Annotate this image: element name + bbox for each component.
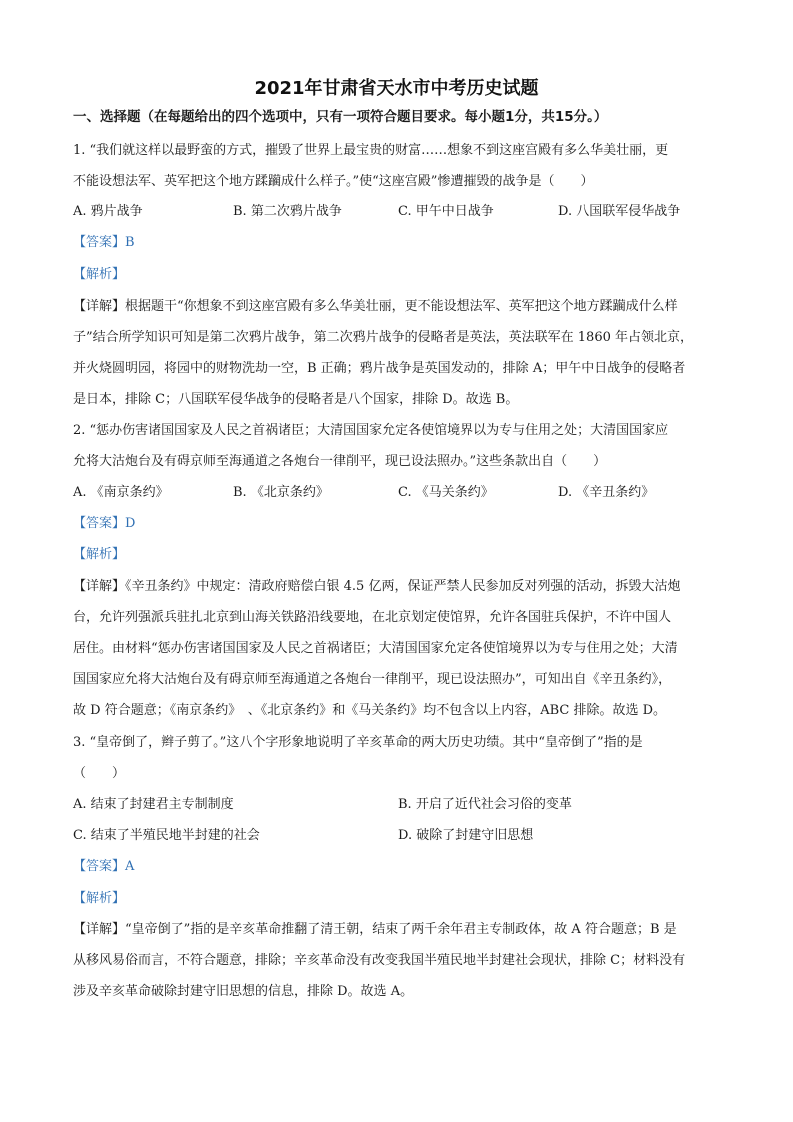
q1-option-b: B. 第二次鸦片战争 [233, 204, 342, 219]
q3-option-c: C. 结束了半殖民地半封建的社会 [73, 828, 260, 843]
q3-detail-line: 【详解】“皇帝倒了”指的是辛亥革命推翻了清王朝，结束了两千余年君主专制政体，故 A 符合题意；B 是 [73, 922, 677, 937]
q3-option-d: D. 破除了封建守旧思想 [398, 828, 534, 843]
q3-detail-line: 涉及辛亥革命破除封建守旧思想的信息，排除 D。故选 A。 [73, 984, 414, 999]
q3-option-b: B. 开启了近代社会习俗的变革 [398, 797, 572, 812]
q2-detail-line: 【详解】《辛丑条约》中规定：清政府赔偿白银 4.5 亿两，保证严禁人民参加反对列强的活动，拆毁大沽炮 [73, 579, 681, 594]
q2-option-a: A. 《南京条约》 [73, 485, 169, 500]
q3-stem-line: （ ） [73, 766, 126, 781]
q3-answer: 【答案】A [73, 859, 135, 874]
q1-option-c: C. 甲午中日战争 [398, 204, 494, 219]
q2-option-b: B. 《北京条约》 [233, 485, 329, 500]
q2-answer: 【答案】D [73, 516, 136, 531]
q2-stem-line: 2. “惩办伤害诸国国家及人民之首祸诸臣；大清国国家允定各使馆境界以为专与住用之处；大清国国家应 [73, 423, 669, 438]
q2-stem-line: 允将大沽炮台及有碍京师至海通道之各炮台一律削平，现已设法照办。”这些条款出自（ ） [73, 454, 607, 469]
q1-stem-line: 不能设想法军、英军把这个地方蹂躏成什么样子。”使“这座宫殿”惨遭摧毁的战争是（ ） [73, 174, 594, 189]
q3-stem-line: 3. “皇帝倒了，辫子剪了。”这八个字形象地说明了辛亥革命的两大历史功绩。其中“皇帝倒了”指的是 [73, 735, 643, 750]
page-title: 2021年甘肃省天水市中考历史试题 [254, 78, 539, 99]
q2-detail-line: 国国家应允将大沽炮台及有碍京师至海通道之各炮台一律削平，现已设法照办”，可知出自《辛丑条约》， [73, 672, 672, 687]
q1-option-d: D. 八国联军侵华战争 [558, 204, 681, 219]
q2-option-c: C. 《马关条约》 [398, 485, 494, 500]
q3-detail-line: 从移风易俗而言，不符合题意，排除；辛亥革命没有改变我国半殖民地半封建社会现状，排除 C；材料没有 [73, 953, 686, 968]
q3-option-a: A. 结束了封建君主专制制度 [73, 797, 234, 812]
q2-detail-line: 故 D 符合题意；《南京条约》 、《北京条约》和《马关条约》均不包含以上内容，ABC 排除。故选 D。 [73, 703, 667, 718]
q2-detail-line: 台，允许列强派兵驻扎北京到山海关铁路沿线要地，在北京划定使馆界，允许各国驻兵保护，不许中国人 [73, 610, 672, 625]
q2-analysis-label: 【解析】 [73, 547, 126, 562]
q3-analysis-label: 【解析】 [73, 891, 126, 906]
q1-detail-line: 并火烧圆明园，将园中的财物洗劫一空，B 正确；鸦片战争是英国发动的，排除 A；甲午中日战争的侵略者 [73, 361, 686, 376]
q1-detail-line: 是日本，排除 C；八国联军侵华战争的侵略者是八个国家，排除 D。故选 B。 [73, 392, 519, 407]
q2-option-d: D. 《辛丑条约》 [558, 485, 655, 500]
q1-answer: 【答案】B [73, 235, 135, 250]
section-heading: 一、选择题（在每题给出的四个选项中，只有一项符合题目要求。每小题1分，共15分。） [73, 109, 608, 125]
q1-analysis-label: 【解析】 [73, 267, 126, 282]
q2-detail-line: 居住。由材料“惩办伤害诸国国家及人民之首祸诸臣；大清国国家允定各使馆境界以为专与住用之处；大清 [73, 641, 678, 656]
q1-option-a: A. 鸦片战争 [73, 204, 143, 219]
q1-detail-line: 子”结合所学知识可知是第二次鸦片战争，第二次鸦片战争的侵略者是英法，英法联军在 1860 年占领北京， [73, 330, 693, 345]
q1-detail-line: 【详解】根据题干“你想象不到这座宫殿有多么华美壮丽，更不能设想法军、英军把这个地方蹂躏成什么样 [73, 299, 678, 314]
q1-stem-line: 1. “我们就这样以最野蛮的方式，摧毁了世界上最宝贵的财富……想象不到这座宫殿有多么华美壮丽，更 [73, 143, 669, 158]
